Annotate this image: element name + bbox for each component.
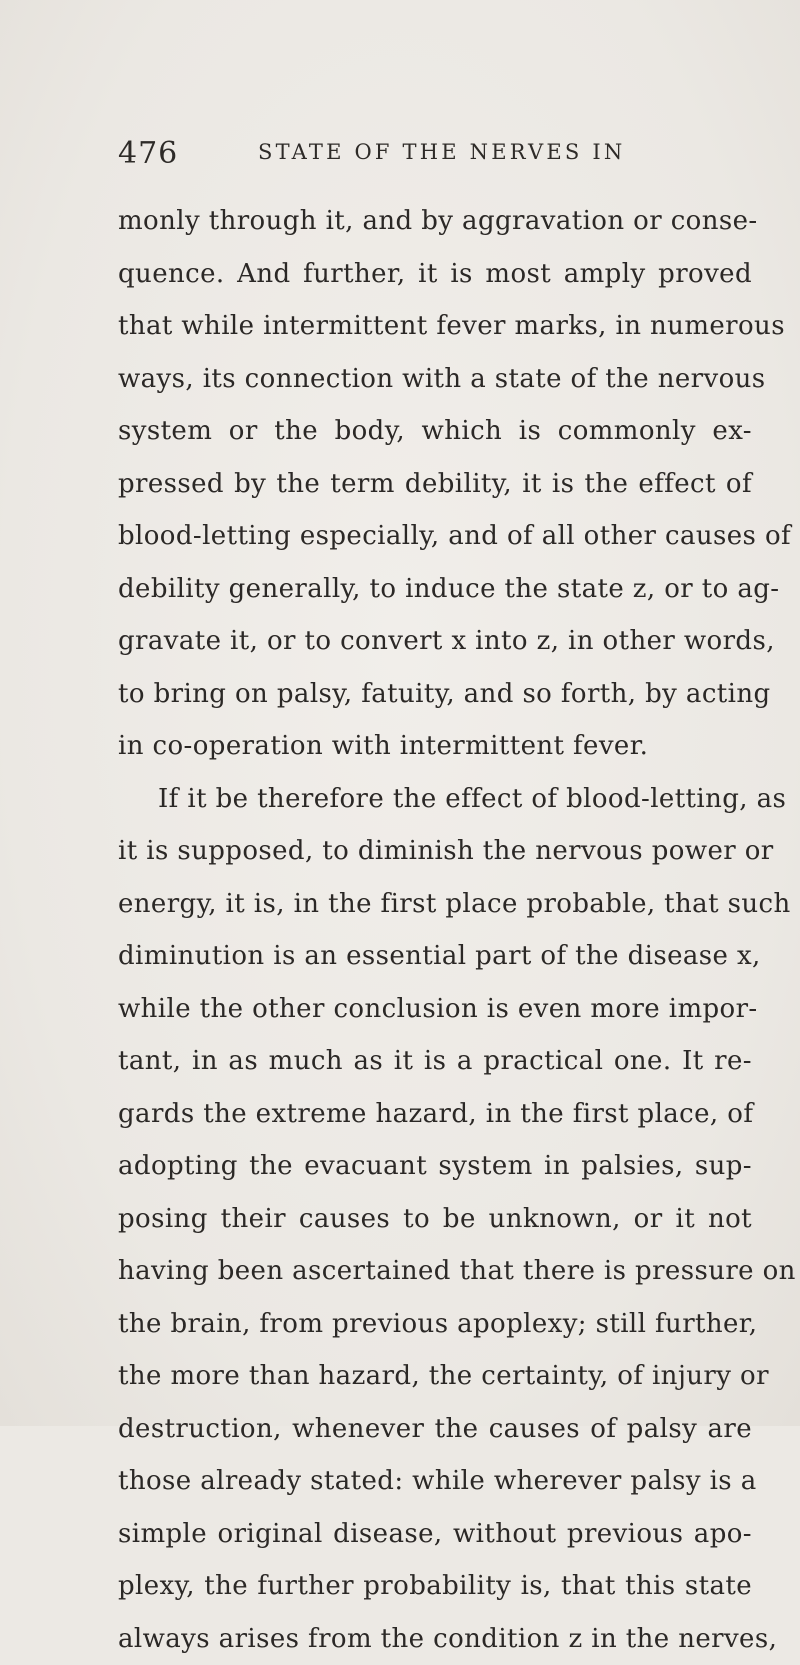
text-line: ways, its connection with a state of the nervous [118,353,752,406]
text-line: while the other conclusion is even more impor- [118,983,752,1036]
text-line: that while intermittent fever marks, in numerous [118,300,752,353]
text-line: adopting the evacuant system in palsies, sup- [118,1140,752,1193]
text-line: energy, it is, in the first place probable, that such [118,878,752,931]
text-line: plexy, the further probability is, that this state [118,1560,752,1613]
text-line: quence. And further, it is most amply proved [118,248,752,301]
text-line: having been ascertained that there is pressure on [118,1245,752,1298]
page-header [118,136,758,176]
paragraph-end-line: in co-operation with intermittent fever. [118,720,752,773]
running-head: STATE OF THE NERVES IN [258,140,625,164]
text-line: the more than hazard, the certainty, of injury or [118,1350,752,1403]
text-line: posing their causes to be unknown, or it not [118,1193,752,1246]
body-text [118,195,752,1665]
text-line: tant, in as much as it is a practical one. It re- [118,1035,752,1088]
text-line: those already stated: while wherever palsy is a [118,1455,752,1508]
text-line: simple original disease, without previous apo- [118,1508,752,1561]
text-line: to bring on palsy, fatuity, and so forth, by acting [118,668,752,721]
text-line: blood-letting especially, and of all other causes of [118,510,752,563]
text-line: pressed by the term debility, it is the effect of [118,458,752,511]
page-number: 476 [118,136,178,171]
text-line: gravate it, or to convert x into z, in other words, [118,615,752,668]
text-line: it is supposed, to diminish the nervous power or [118,825,752,878]
text-line: gards the extreme hazard, in the first place, of [118,1088,752,1141]
text-line: always arises from the condition z in the nerves, [118,1613,752,1665]
text-line: the brain, from previous apoplexy; still further, [118,1298,752,1351]
text-line: diminution is an essential part of the disease x, [118,930,752,983]
text-line: destruction, whenever the causes of palsy are [118,1403,752,1456]
text-line: system or the body, which is commonly ex- [118,405,752,458]
paragraph-start-line: If it be therefore the effect of blood-letting, as [118,773,752,826]
text-line: debility generally, to induce the state z, or to ag- [118,563,752,616]
text-line: monly through it, and by aggravation or conse- [118,195,752,248]
